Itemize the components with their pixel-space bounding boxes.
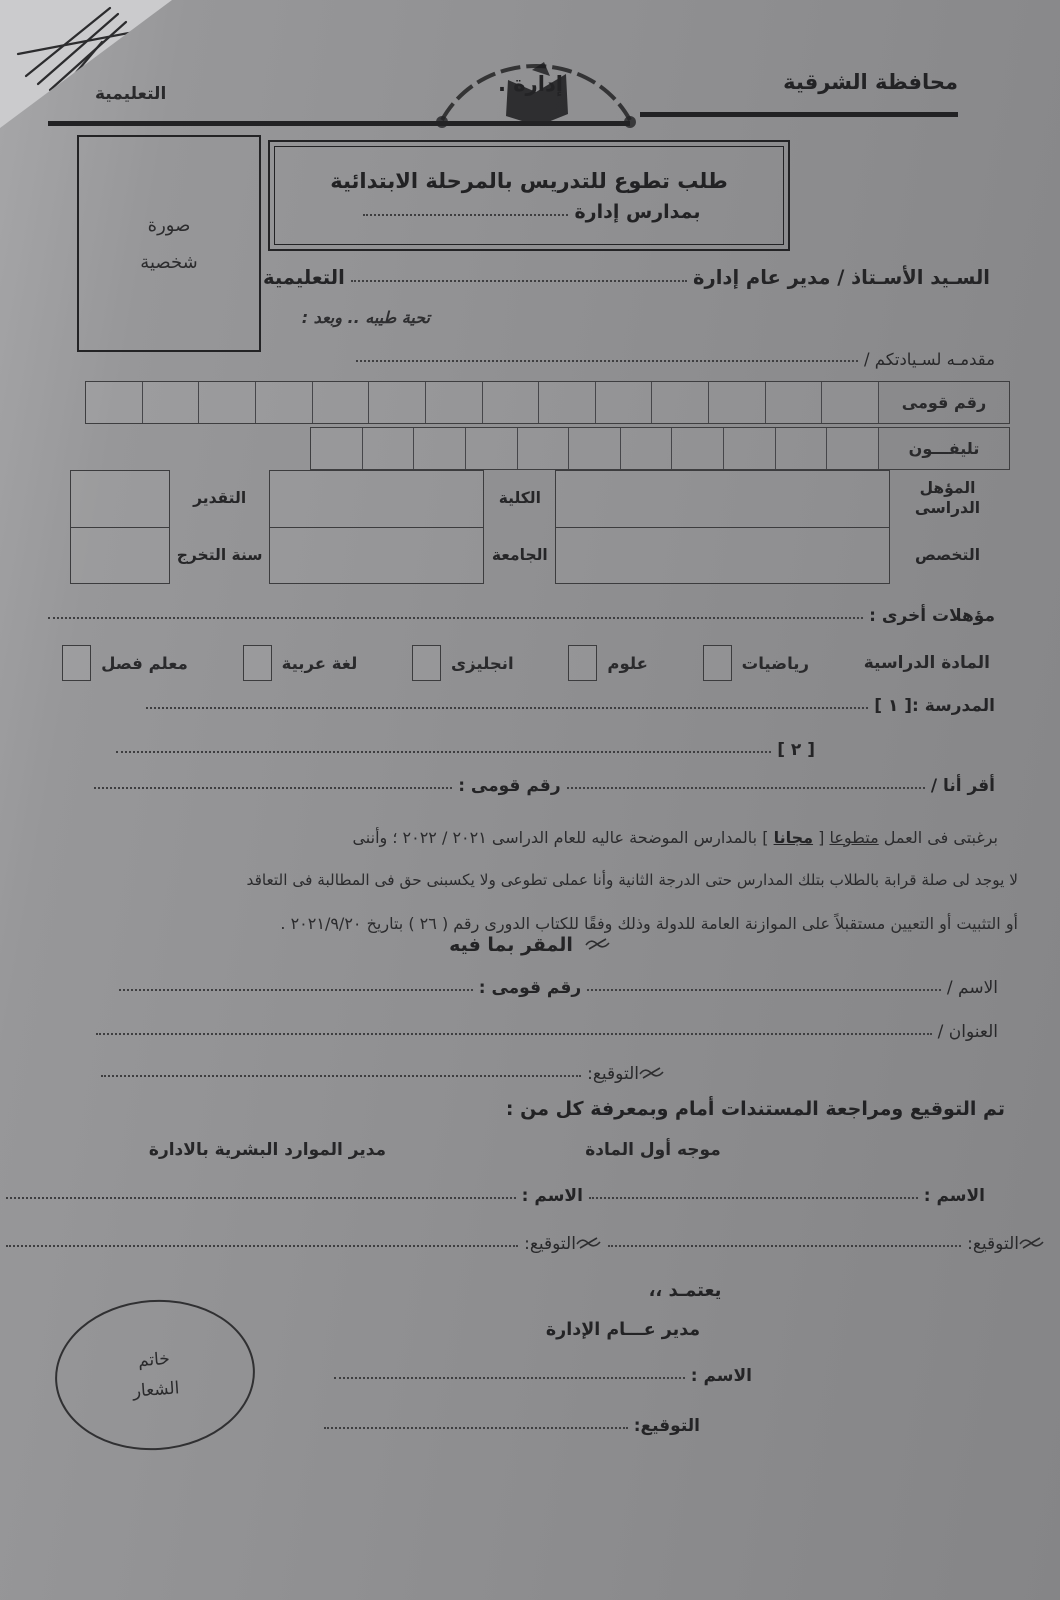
witness-name-label-right: الاسم : <box>923 1186 985 1206</box>
photo-box-label-1: صورة <box>147 214 191 236</box>
witness-name-fill-right <box>589 1196 918 1199</box>
pledge-text: بالمدارس الموضحة عاليه للعام الدراسى ٢٠٢١ / ٢٠٢٢ ؛ وأننى <box>352 828 758 847</box>
declare-nid-label: رقم قومى : <box>458 776 561 796</box>
subject-option-math <box>703 645 809 681</box>
phone-cell <box>466 428 518 469</box>
witness-section-heading: تم التوقيع ومراجعة المستندات أمام وبمعرفة كل من : <box>505 1098 1005 1120</box>
school-2-fill-line <box>116 750 771 753</box>
addressee-line <box>263 266 990 289</box>
submitted-to-line <box>350 350 995 369</box>
phone-cell <box>672 428 724 469</box>
phone-cell <box>569 428 621 469</box>
declare-name-fill-line <box>567 786 925 789</box>
subject-option-label: علوم <box>607 653 648 673</box>
subject-option-label: انجليزى <box>451 653 514 673</box>
school-1-fill-line <box>146 706 868 709</box>
ack-signature-fill-line <box>101 1074 581 1077</box>
qualification-table <box>70 470 1000 584</box>
submitted-to-label: مقدمـه لسـيادتكم / <box>863 350 995 369</box>
national-id-cell <box>143 382 200 423</box>
other-qualifications-fill-line <box>48 616 863 619</box>
hand-mark-icon <box>576 1235 602 1250</box>
qualification-label: المؤهل الدراسى <box>914 479 981 517</box>
header-rule-left <box>48 121 630 126</box>
school-line-1 <box>140 696 995 716</box>
qualification-input-box <box>555 470 890 584</box>
phone-cell <box>518 428 570 469</box>
declare-nid-fill-line <box>94 786 452 789</box>
subject-option-arabic <box>243 645 358 681</box>
phone-label: تليفـــون <box>908 439 980 458</box>
subject-options-row <box>62 640 990 686</box>
pledge-paragraph <box>28 816 1018 945</box>
photo-box-label-2: شخصية <box>140 251 198 273</box>
subject-option-label: معلم فصل <box>101 653 188 673</box>
college-university-labels <box>489 470 551 584</box>
national-id-cell <box>766 382 823 423</box>
addressee-suffix: التعليمية <box>263 266 345 289</box>
addressee-prefix: السـيد الأسـتاذ / مدير عام إدارة <box>693 266 990 289</box>
graduation-year-field <box>71 528 169 584</box>
ack-address-label: العنوان / <box>937 1022 998 1042</box>
math-checkbox <box>703 645 732 681</box>
declaration-line <box>88 776 995 796</box>
english-checkbox <box>412 645 441 681</box>
pledge-line-3: أو التثبيت أو التعيين مستقبلاً على الموازنة العامة للدولة وذلك وفقًا للكتاب الدورى رقم ( ٢٦ ) بتاريخ ٢٠٢١/٩/٢٠ . <box>280 914 1018 933</box>
approver-signature-fill-line <box>324 1426 628 1429</box>
national-id-label: رقم قومى <box>901 393 987 412</box>
pledge-line-2: لا يوجد لى صلة قرابة بالطلاب بتلك المدارس حتى الدرجة الثانية وأنا عملى تطوعى ولا يكسبنى حق فى المطالبة فى التعاقد <box>246 871 1018 889</box>
phone-cell <box>724 428 776 469</box>
national-id-grid <box>85 381 1010 424</box>
subtitle-fill-line <box>363 213 568 216</box>
photo-box <box>77 135 261 352</box>
approver-name-fill-line <box>334 1376 685 1379</box>
subject-option-science <box>568 645 647 681</box>
phone-cell <box>363 428 415 469</box>
approver-name-line <box>328 1366 752 1386</box>
form-title: طلب تطوع للتدريس بالمرحلة الابتدائية <box>330 168 728 193</box>
arabic-checkbox <box>243 645 272 681</box>
science-checkbox <box>568 645 597 681</box>
ack-nid-fill-line <box>119 988 473 991</box>
ack-name-fill-line <box>587 988 941 991</box>
grade-year-box <box>70 470 170 584</box>
grade-year-labels <box>175 470 265 584</box>
pledge-line-1 <box>28 816 1018 859</box>
governorate-title: محافظة الشرقية <box>783 70 958 94</box>
acknowledgment-signature-line <box>95 1064 665 1084</box>
phone-cell <box>776 428 828 469</box>
witness-signature-fill-right <box>608 1244 961 1247</box>
college-university-box <box>269 470 484 584</box>
subject-option-class-teacher <box>62 645 188 681</box>
school-item-1-bracket: [ ١ ] <box>874 696 913 716</box>
university-field <box>270 528 483 584</box>
directorate-label: إدارة . <box>498 72 563 96</box>
header-rule-right <box>640 112 958 117</box>
national-id-cell <box>596 382 653 423</box>
acknowledgment-name-line <box>113 978 998 998</box>
national-id-cell <box>652 382 709 423</box>
other-qualifications-label: مؤهلات أخرى : <box>869 606 995 626</box>
witness-name-label-left: الاسم : <box>521 1186 583 1206</box>
ack-address-fill-line <box>96 1032 932 1035</box>
witness-role-subject-supervisor: موجه أول المادة <box>585 1140 721 1160</box>
subject-option-label: رياضيات <box>741 653 809 673</box>
national-id-cell <box>369 382 426 423</box>
national-id-cell <box>483 382 540 423</box>
ack-signature-label: التوقيع: <box>587 1064 639 1084</box>
witness-role-hr-manager: مدير الموارد البشرية بالادارة <box>148 1140 387 1160</box>
subject-option-english <box>412 645 514 681</box>
form-title-box <box>268 140 790 251</box>
pledge-bracket: [ <box>818 828 825 847</box>
greeting-line: تحية طيبه .. وبعد : <box>301 308 430 327</box>
witness-signature-label-right: التوقيع: <box>967 1234 1019 1254</box>
hand-mark-icon <box>639 1065 665 1080</box>
phone-cell <box>621 428 673 469</box>
phone-cell <box>414 428 466 469</box>
subject-option-label: لغة عربية <box>281 653 358 673</box>
official-stamp-placeholder <box>50 1293 260 1457</box>
national-id-cell <box>86 382 143 423</box>
witness-signatures-line <box>0 1234 1045 1254</box>
specialization-field <box>556 528 889 584</box>
national-id-cell <box>199 382 256 423</box>
witness-names-line <box>0 1186 985 1206</box>
national-id-cell <box>822 382 879 423</box>
approver-role: مدير عـــام الإدارة <box>545 1320 701 1340</box>
approver-signature-label: التوقيع: <box>633 1416 700 1436</box>
grade-field <box>71 471 169 528</box>
page-corner-fold <box>0 0 172 128</box>
ack-nid-label: رقم قومى : <box>478 978 582 998</box>
form-title-inner-border <box>274 146 784 245</box>
hand-mark-icon <box>1019 1235 1045 1250</box>
school-line-2 <box>110 740 815 760</box>
approval-word: يعتمـد ،، <box>648 1280 722 1301</box>
national-id-cell <box>709 382 766 423</box>
national-id-cell <box>313 382 370 423</box>
university-label: الجامعة <box>491 545 548 564</box>
ack-name-label: الاسم / <box>946 978 998 998</box>
national-id-cell <box>426 382 483 423</box>
college-label: الكلية <box>498 488 541 507</box>
acknowledgment-heading <box>0 934 1060 956</box>
approver-name-label: الاسم : <box>690 1366 752 1386</box>
national-id-cell <box>256 382 313 423</box>
graduation-year-label: سنة التخرج <box>176 545 263 564</box>
hand-mark-icon <box>585 936 611 951</box>
qualification-row-labels <box>895 470 1000 584</box>
school-label: المدرسة : <box>912 696 995 716</box>
subject-row-label: المادة الدراسية <box>863 653 990 673</box>
acknowledgment-address-line <box>90 1022 998 1042</box>
educational-affairs-label: التعليمية <box>95 84 167 104</box>
school-item-2-bracket: [ ٢ ] <box>777 740 815 760</box>
college-field <box>270 471 483 528</box>
witness-signature-label-left: التوقيع: <box>524 1234 576 1254</box>
addressee-fill-line <box>351 279 687 282</box>
stamp-label-2: الشعار <box>132 1378 181 1402</box>
stamp-label-1: خاتم <box>137 1348 171 1372</box>
pledge-underlined-word: متطوعا <box>829 828 879 847</box>
pledge-text: برغبتى فى العمل <box>883 828 998 847</box>
approver-signature-line <box>318 1416 700 1436</box>
pledge-bracket: ] <box>762 828 769 847</box>
qualification-field <box>556 471 889 528</box>
form-subtitle: بمدارس إدارة <box>574 200 701 223</box>
witness-signature-fill-left <box>6 1244 518 1247</box>
specialization-label: التخصص <box>914 545 981 564</box>
form-subtitle-row <box>357 201 700 223</box>
national-id-cell <box>539 382 596 423</box>
grade-label: التقدير <box>193 488 247 507</box>
witness-name-fill-left <box>6 1196 516 1199</box>
class-teacher-checkbox <box>62 645 91 681</box>
phone-cell <box>827 428 879 469</box>
submitted-to-fill-line <box>356 359 858 362</box>
phone-cell <box>311 428 363 469</box>
acknowledgment-title: المقر بما فيه <box>449 934 573 956</box>
phone-grid <box>310 427 1010 470</box>
pledge-bold-word: مجانا <box>773 828 814 847</box>
declare-prefix: أقر أنا / <box>930 776 995 796</box>
other-qualifications-line <box>42 606 995 626</box>
